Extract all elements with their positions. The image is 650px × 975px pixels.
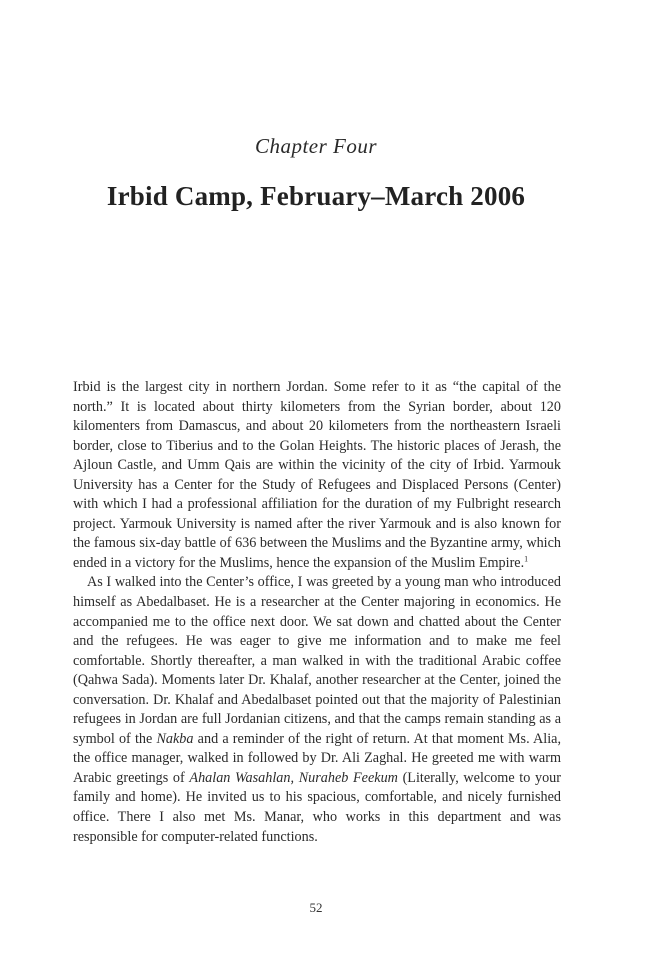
paragraph-1 xyxy=(73,378,561,573)
paragraph-2-text-c: (Literally, welcome to your family and home). He invited us to his spacious, comfortable, and nicely furnished office. There I also met Ms. Manar, who works in this department and was responsible for computer-related functions. xyxy=(73,769,561,845)
paragraph-2-text-a: As I walked into the Center’s office, I was greeted by a young man who introduced himself as Abedalbaset. He is a researcher at the Center majoring in economics. He accompanied me to the office next door. We sat down and chatted about the Center and the refugees. He was eager to give me information and to make me feel comfortable. Shortly thereafter, a man walked in with the traditional Arabic coffee (Qahwa Sada). Moments later Dr. Khalaf, another researcher at the Center, joined the conversation. Dr. Khalaf and Abedalbaset pointed out that the majority of Palestinian refugees in Jordan are full Jordanian citizens, and that the camps remain standing as a symbol of the xyxy=(73,574,561,747)
page-number: 52 xyxy=(309,900,323,915)
footnote-ref[interactable]: 1 xyxy=(524,554,529,564)
chapter-title: Irbid Camp, February–March 2006 xyxy=(106,181,526,211)
chapter-label: Chapter Four xyxy=(254,134,378,158)
paragraph-2 xyxy=(73,573,561,847)
body-text xyxy=(73,378,561,847)
paragraph-2-text-b: and a reminder of the right of return. At that moment Ms. Alia, the office manager, walked in followed by Dr. Ali Zaghal. He greeted me with warm Arabic greetings of xyxy=(73,730,561,786)
arabic-greeting: Ahalan Wasahlan, Nuraheb Feekum xyxy=(189,769,398,786)
paragraph-1-text: Irbid is the largest city in northern Jordan. Some refer to it as “the capital of the north.” It is located about thirty kilometers from the Syrian border, about 120 kilomenters from Damascus, and about 20 kilometers from the northeastern Israeli border, close to Tiberius and to the Golan Heights. The historic places of Jerash, the Ajloun Castle, and Umm Qais are within the vicinity of the city of Irbid. Yarmouk University has a Center for the Study of Refugees and Displaced Persons (Center) with which I had a professional affiliation for the duration of my Fulbright research project. Yarmouk University is named after the river Yarmouk and is also known for the famous six-day battle of 636 between the Muslims and the Byzantine army, which ended in a victory for the Muslims, hence the expansion of the Muslim Empire. xyxy=(73,379,561,571)
term-nakba: Nakba xyxy=(156,730,194,747)
